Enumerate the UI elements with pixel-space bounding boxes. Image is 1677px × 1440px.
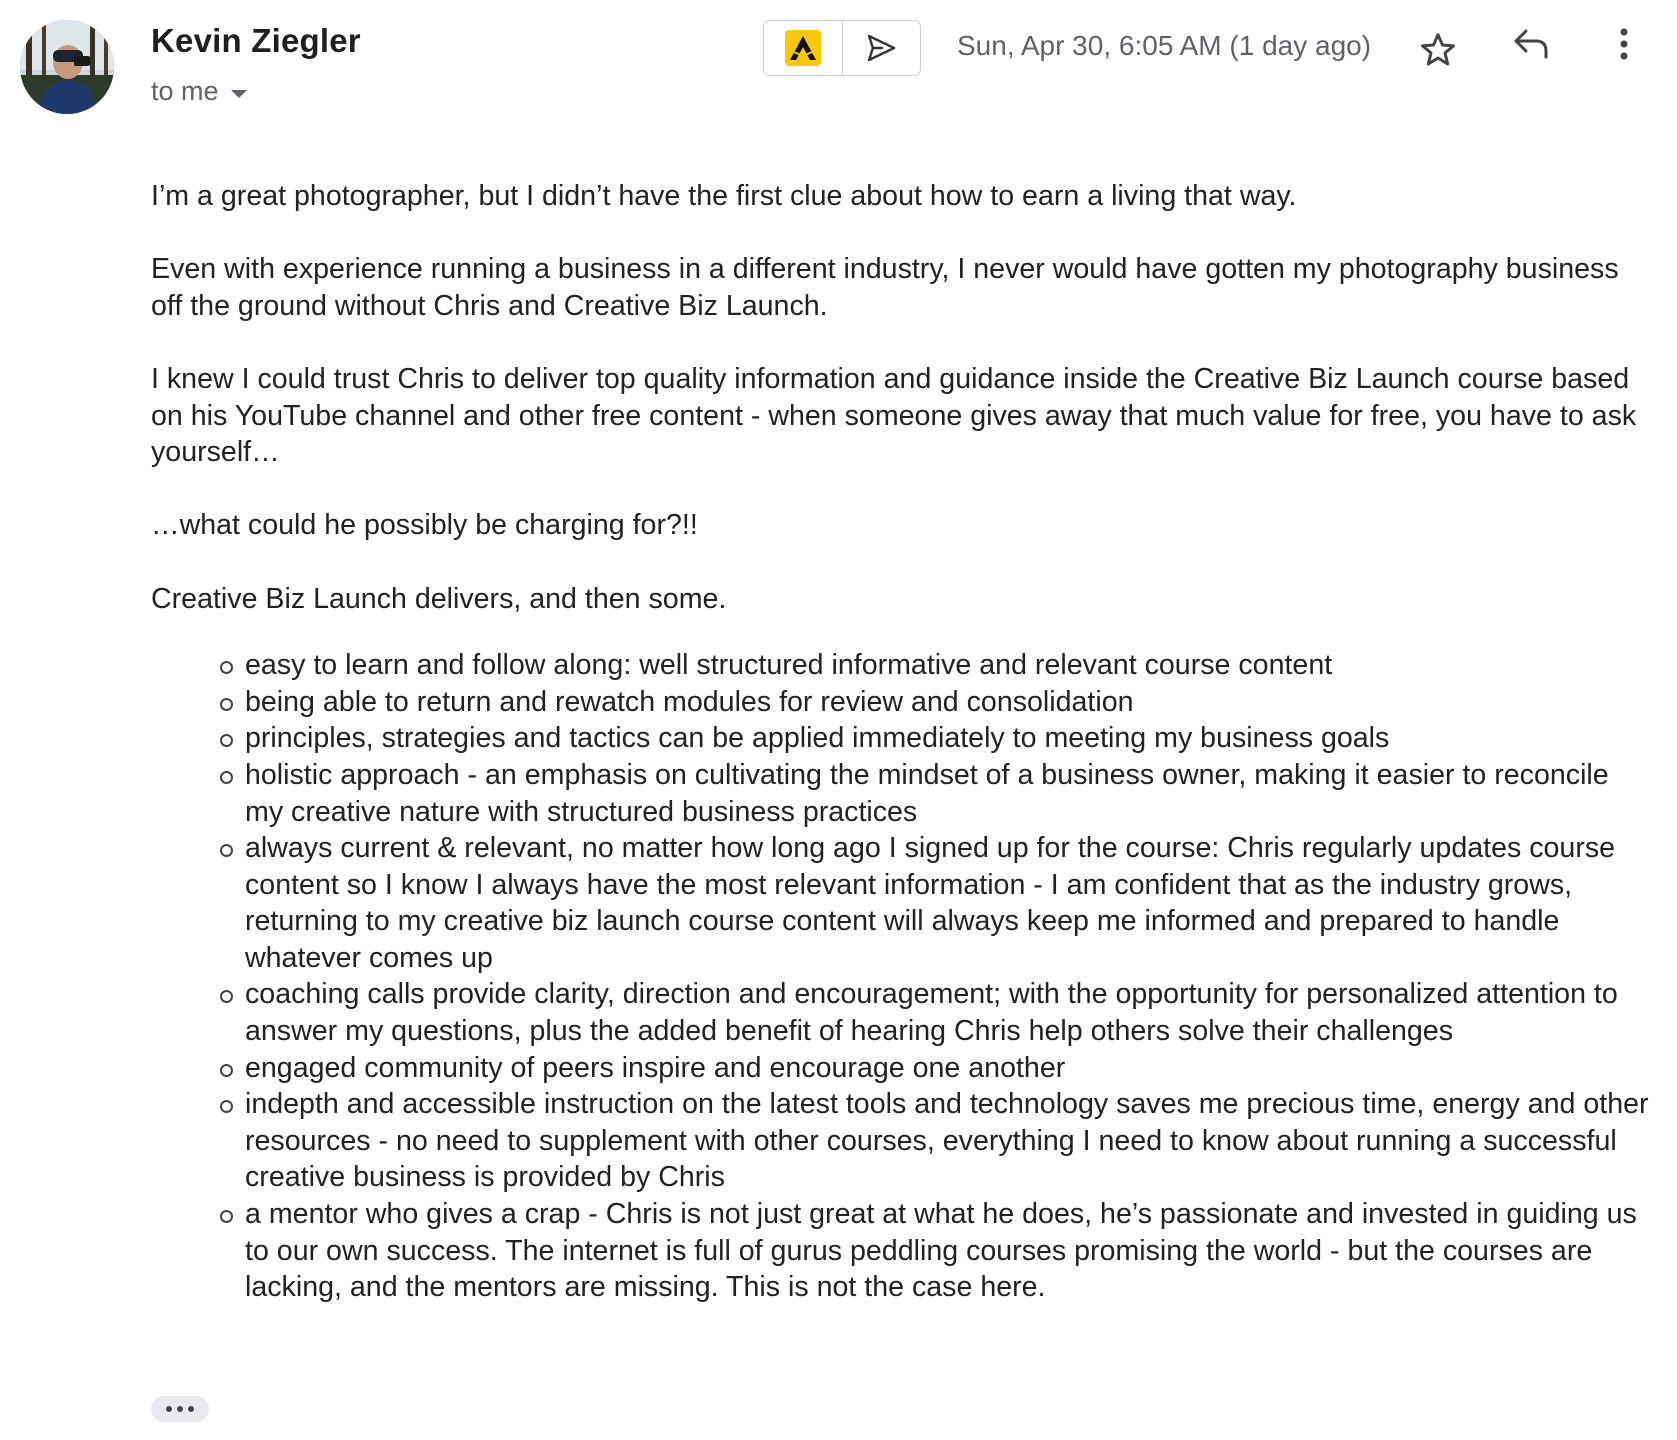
sender-avatar[interactable] xyxy=(20,20,114,114)
body-paragraph: Creative Biz Launch delivers, and then some. xyxy=(151,582,727,615)
list-item: easy to learn and follow along: well structured informative and relevant course content xyxy=(245,647,1651,684)
star-button[interactable] xyxy=(1410,22,1466,78)
more-options-button[interactable] xyxy=(1596,16,1652,72)
extension-button-group xyxy=(763,20,921,76)
extension-button-a[interactable] xyxy=(764,21,842,75)
list-item: holistic approach - an emphasis on cultivating the mindset of a business owner, making it easier to reconcile my creative nature with structured business practices xyxy=(245,757,1651,830)
reply-icon xyxy=(1512,27,1550,61)
list-item: principles, strategies and tactics can be applied immediately to meeting my business goals xyxy=(245,720,1651,757)
more-vertical-icon xyxy=(1618,27,1630,61)
list-item: a mentor who gives a crap - Chris is not just great at what he does, he’s passionate and invested in guiding us to our own success. The internet is full of gurus peddling courses promising the world - but the courses are lacking, and the mentors are missing. This is not the case here. xyxy=(245,1196,1651,1306)
list-item: engaged community of peers inspire and encourage one another xyxy=(245,1050,1651,1087)
star-icon xyxy=(1418,30,1458,70)
list-item: being able to return and rewatch modules for review and consolidation xyxy=(245,684,1651,721)
extension-button-send[interactable] xyxy=(842,21,921,75)
body-paragraph: I’m a great photographer, but I didn’t have the first clue about how to earn a living that way. xyxy=(151,180,1297,212)
list-item: indepth and accessible instruction on the latest tools and technology saves me precious time, energy and other resources - no need to supplement with other courses, everything I need to know about running a successful creative business is provided by Chris xyxy=(245,1086,1651,1196)
ellipsis-icon xyxy=(177,1406,183,1412)
triangle-logo-icon xyxy=(785,30,821,66)
ellipsis-icon xyxy=(166,1406,172,1412)
send-icon xyxy=(865,33,897,63)
recipient-label: to me xyxy=(151,76,219,106)
chevron-down-icon xyxy=(231,90,247,98)
recipient-details-toggle[interactable] xyxy=(151,76,247,107)
email-timestamp: Sun, Apr 30, 6:05 AM (1 day ago) xyxy=(957,30,1372,61)
ellipsis-icon xyxy=(188,1406,194,1412)
email-body xyxy=(151,178,1651,1306)
list-item: coaching calls provide clarity, direction and encouragement; with the opportunity for personalized attention to answer my questions, plus the added benefit of hearing Chris help others solve their challenges xyxy=(245,976,1651,1049)
body-paragraph: I knew I could trust Chris to deliver top quality information and guidance inside the Creative Biz Launch course based on his YouTube channel and other free content - when someone gives away that much value for free, you have to ask yourself… xyxy=(151,362,1637,469)
body-paragraph: Even with experience running a business in a different industry, I never would have gotten my photography business off the ground without Chris and Creative Biz Launch. xyxy=(151,253,1619,322)
sender-name[interactable]: Kevin Ziegler xyxy=(151,22,361,59)
avatar-photo xyxy=(20,20,114,114)
body-paragraph: …what could he possibly be charging for?!! xyxy=(151,509,698,542)
benefits-list xyxy=(151,647,1651,1306)
list-item: always current & relevant, no matter how long ago I signed up for the course: Chris regularly updates course content so I know I always have the most relevant information - I am confident that as the industry grows, returning to my creative biz launch course content will always keep me informed and prepared to handle whatever comes up xyxy=(245,830,1651,976)
show-trimmed-content-button[interactable] xyxy=(151,1396,209,1422)
reply-button[interactable] xyxy=(1503,16,1559,72)
